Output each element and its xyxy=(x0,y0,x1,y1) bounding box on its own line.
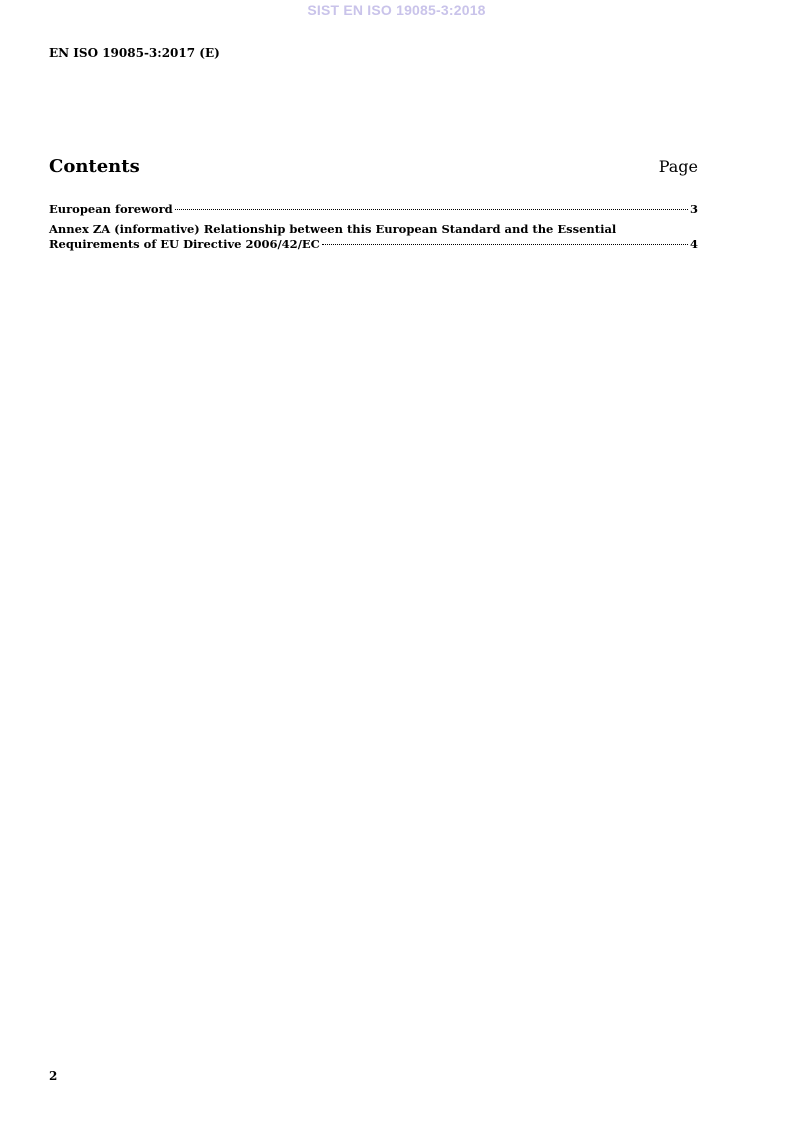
page-column-label: Page xyxy=(658,157,698,176)
toc-entry-european-foreword[interactable] xyxy=(49,202,698,217)
contents-title: Contents xyxy=(49,156,140,177)
dot-leader xyxy=(175,209,688,210)
toc-entry-page[interactable]: 3 xyxy=(689,202,698,216)
table-of-contents xyxy=(49,202,698,257)
contents-header xyxy=(49,156,698,177)
toc-entry-title-continued[interactable]: Requirements of EU Directive 2006/42/EC xyxy=(49,237,320,251)
dot-leader xyxy=(322,244,688,245)
page-number: 2 xyxy=(49,1069,58,1083)
document-identifier: EN ISO 19085-3:2017 (E) xyxy=(49,46,220,60)
toc-entry-title[interactable]: Annex ZA (informative) Relationship between this European Standard and the Essential xyxy=(49,222,617,236)
toc-entry-page[interactable]: 4 xyxy=(689,237,698,251)
toc-entry-annex-za[interactable] xyxy=(49,222,698,252)
toc-line xyxy=(49,202,698,217)
toc-entry-title[interactable]: European foreword xyxy=(49,202,173,216)
watermark: SIST EN ISO 19085-3:2018 xyxy=(307,2,486,18)
toc-line xyxy=(49,237,698,252)
